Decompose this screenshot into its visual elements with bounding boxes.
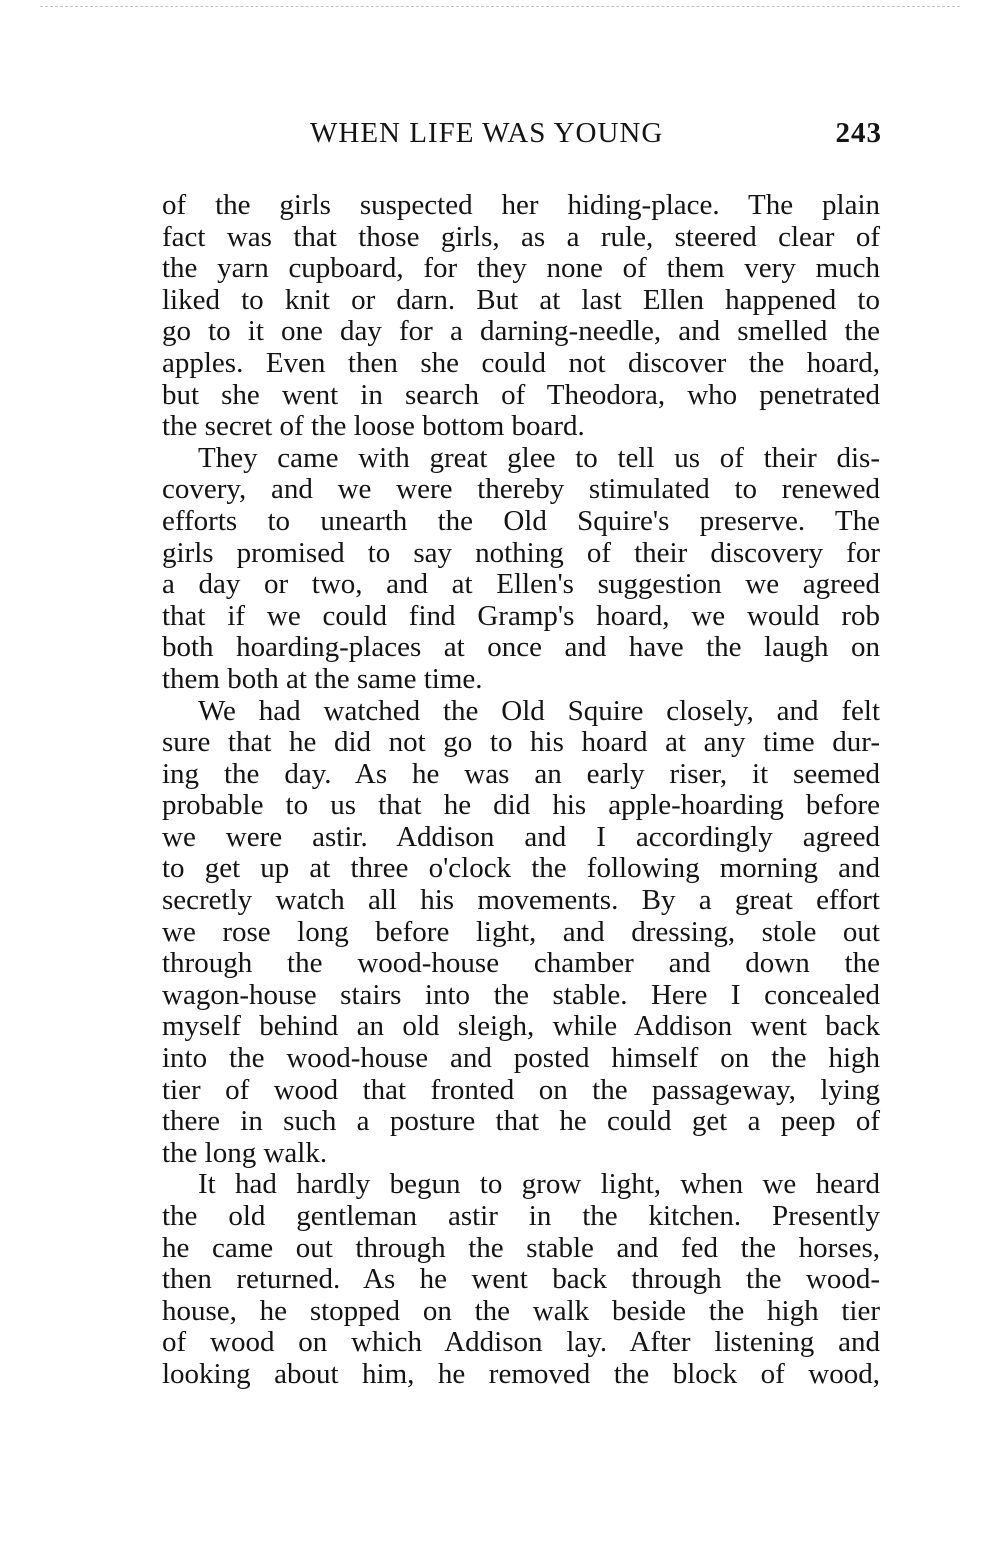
paragraph xyxy=(162,1169,880,1390)
text-line: the old gentleman astir in the kitchen. Presently xyxy=(162,1200,880,1232)
text-line: apples. Even then she could not discover the hoard, xyxy=(162,346,880,379)
text-line: ing the day. As he was an early riser, it seemed xyxy=(162,757,880,790)
text-line: of wood on which Addison lay. After listening and xyxy=(162,1326,880,1359)
text-line: there in such a posture that he could get a peep of xyxy=(162,1105,880,1138)
text-line: efforts to unearth the Old Squire's preserve. The xyxy=(162,504,880,537)
text-line: fact was that those girls, as a rule, steered clear of xyxy=(162,220,880,253)
text-line: a day or two, and at Ellen's suggestion we agreed xyxy=(162,568,880,601)
paragraph xyxy=(162,443,880,696)
text-line: They came with great glee to tell us of their dis- xyxy=(198,441,880,474)
body-text xyxy=(162,190,880,1391)
text-line: covery, and we were thereby stimulated to renewed xyxy=(162,473,880,506)
text-line: liked to knit or darn. But at last Ellen happened to xyxy=(162,283,880,316)
running-title: WHEN LIFE WAS YOUNG xyxy=(310,117,664,149)
running-head xyxy=(310,117,882,157)
text-line: the long walk. xyxy=(162,1136,328,1169)
text-line: both hoarding-places at once and have the laugh on xyxy=(162,631,880,664)
text-line: wagon-house stairs into the stable. Here I concealed xyxy=(162,978,880,1011)
text-line: we rose long before light, and dressing, stole out xyxy=(162,915,880,948)
text-line: he came out through the stable and fed the horses, xyxy=(162,1231,880,1264)
text-line: the secret of the loose bottom board. xyxy=(162,410,585,443)
text-line: myself behind an old sleigh, while Addison went back xyxy=(162,1010,880,1043)
paragraph xyxy=(162,190,880,443)
text-line: we were astir. Addison and I accordingly agreed xyxy=(162,820,880,853)
text-line: then returned. As he went back through the wood- xyxy=(162,1263,880,1296)
paragraph xyxy=(162,696,880,1170)
text-line: probable to us that he did his apple-hoarding before xyxy=(162,789,880,822)
text-line: We had watched the Old Squire closely, and felt xyxy=(198,694,880,727)
text-line: of the girls suspected her hiding-place. The plain xyxy=(162,189,880,221)
text-line: tier of wood that fronted on the passageway, lying xyxy=(162,1073,880,1106)
page-number: 243 xyxy=(835,117,882,149)
text-line: secretly watch all his movements. By a great effort xyxy=(162,884,880,917)
text-line: girls promised to say nothing of their discovery for xyxy=(162,536,880,569)
text-line: them both at the same time. xyxy=(162,662,483,695)
text-line: sure that he did not go to his hoard at any time dur- xyxy=(162,726,880,759)
text-line: that if we could find Gramp's hoard, we would rob xyxy=(162,599,880,632)
text-line: house, he stopped on the walk beside the high tier xyxy=(162,1294,880,1327)
text-line: It had hardly begun to grow light, when we heard xyxy=(198,1168,880,1201)
text-line: into the wood-house and posted himself on the high xyxy=(162,1042,880,1075)
text-line: looking about him, he removed the block of wood, xyxy=(162,1357,880,1390)
text-line: the yarn cupboard, for they none of them very much xyxy=(162,252,880,285)
text-line: to get up at three o'clock the following morning and xyxy=(162,852,880,885)
text-line: go to it one day for a darning-needle, and smelled the xyxy=(162,315,880,348)
text-line: but she went in search of Theodora, who penetrated xyxy=(162,378,880,411)
scan-edge-marks xyxy=(40,6,960,11)
text-line: through the wood-house chamber and down the xyxy=(162,947,880,980)
